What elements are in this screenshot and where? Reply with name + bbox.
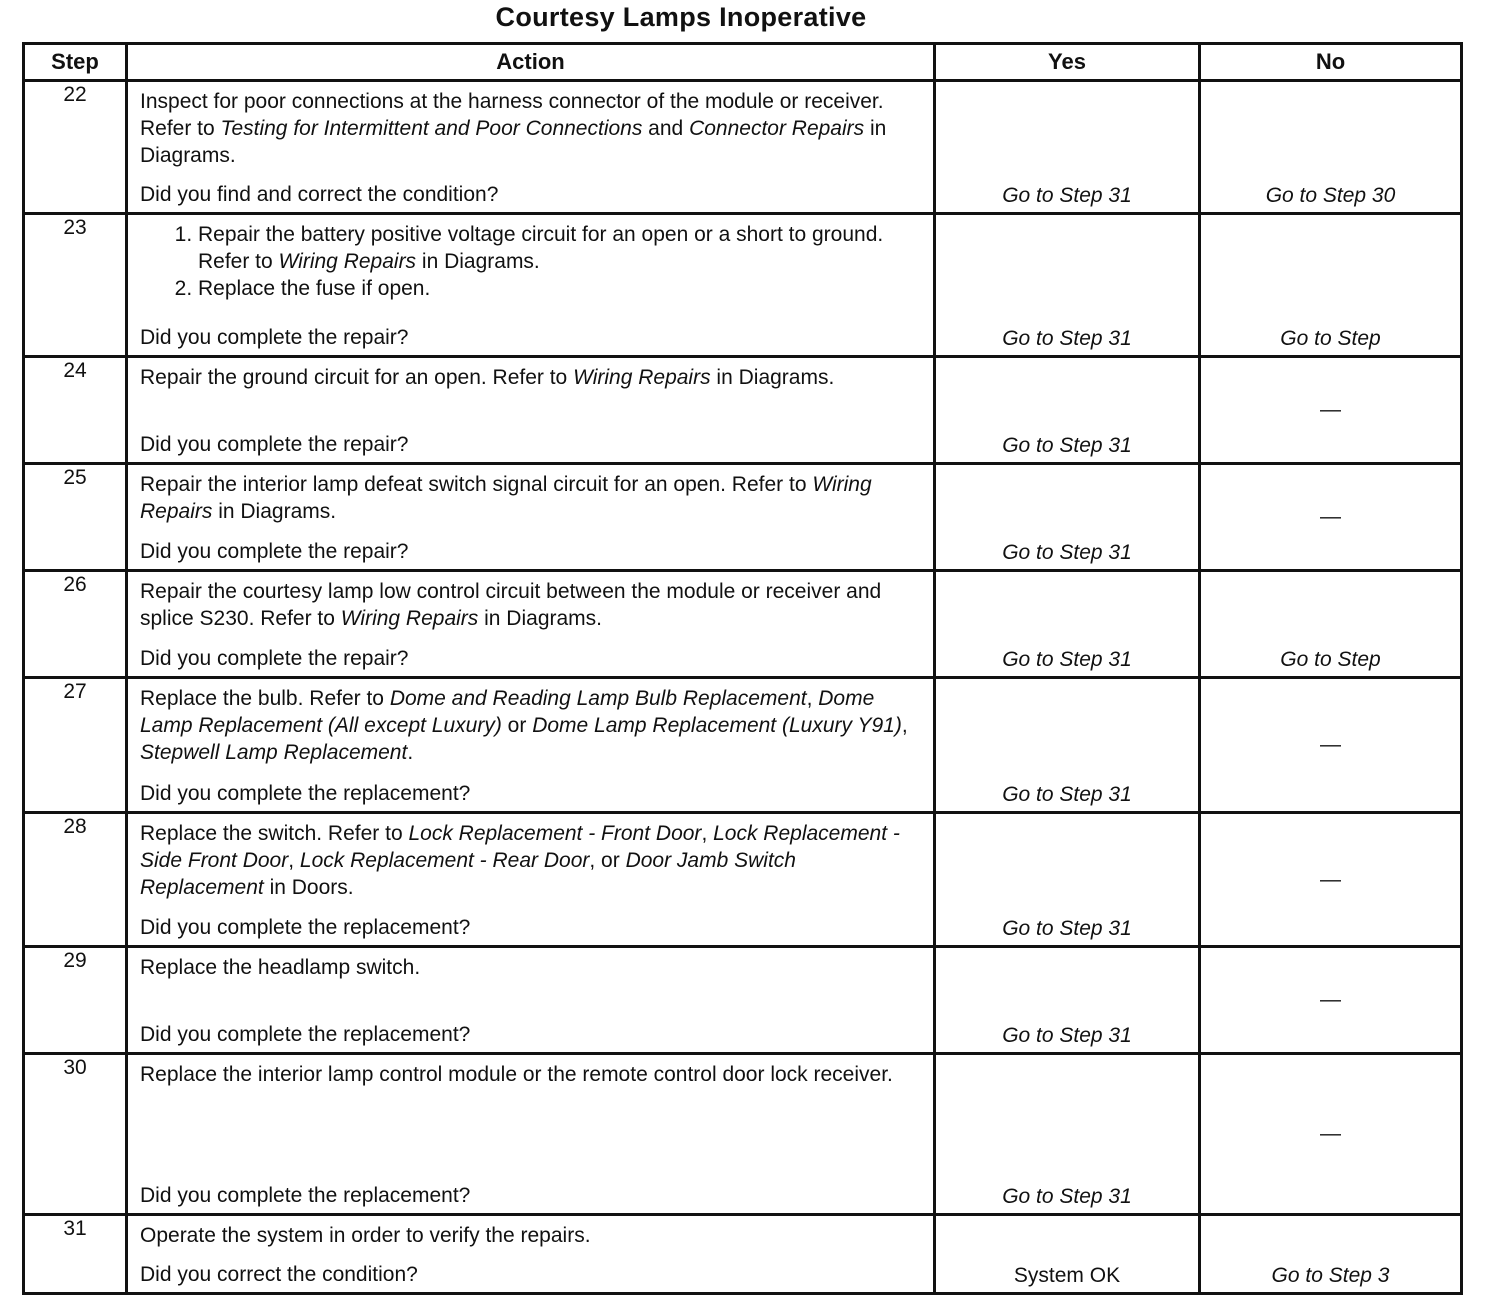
table-row	[24, 947, 1462, 1054]
action-cell	[127, 357, 935, 464]
reference-link-text: Dome and Reading Lamp Bulb Replacement	[389, 687, 807, 710]
action-text: Replace the headlamp switch.	[140, 956, 421, 979]
action-text: .	[407, 741, 414, 764]
yes-cell	[935, 1054, 1200, 1215]
header-no: No	[1200, 44, 1462, 81]
header-yes: Yes	[935, 44, 1200, 81]
reference-link-text: Lock Replacement - Side Front Door	[140, 822, 900, 872]
action-cell	[127, 947, 935, 1054]
no-result: Go to Step	[1280, 648, 1381, 671]
question-text: Did you complete the repair?	[140, 433, 409, 456]
table-row	[24, 214, 1462, 357]
action-text: ,	[701, 822, 714, 845]
question-text: Did you complete the replacement?	[140, 782, 471, 805]
action-text: in Diagrams.	[140, 117, 887, 167]
question-text: Did you complete the replacement?	[140, 916, 471, 939]
yes-result: System OK	[1013, 1264, 1121, 1287]
reference-link-text: Wiring Repairs	[278, 250, 417, 273]
step-number: 30	[24, 1054, 127, 1215]
action-text: Replace the fuse if open.	[198, 277, 431, 300]
no-result: Go to Step	[1280, 327, 1381, 350]
action-instructions	[140, 1222, 921, 1249]
question-text: Did you find and correct the condition?	[140, 183, 499, 206]
action-step-item	[198, 275, 921, 302]
yes-cell	[935, 571, 1200, 678]
yes-result: Go to Step 31	[1002, 917, 1132, 940]
action-text: Repair the ground circuit for an open. Refer to	[140, 366, 574, 389]
reference-link-text: Wiring Repairs	[573, 366, 711, 389]
action-text: Operate the system in order to verify the repairs.	[140, 1224, 591, 1247]
step-number: 23	[24, 214, 127, 357]
action-text: ,	[901, 714, 908, 737]
table-body	[24, 81, 1462, 1294]
no-cell	[1200, 947, 1462, 1054]
yes-cell	[935, 357, 1200, 464]
step-number: 31	[24, 1215, 127, 1294]
no-cell	[1200, 357, 1462, 464]
action-instructions	[140, 820, 921, 901]
no-result: Go to Step 3	[1271, 1264, 1390, 1287]
action-cell	[127, 81, 935, 214]
reference-link-text: Dome Lamp Replacement (All except Luxury)	[140, 687, 875, 737]
step-number: 29	[24, 947, 127, 1054]
table-row	[24, 678, 1462, 813]
yes-cell	[935, 813, 1200, 947]
no-result-dash: —	[1320, 988, 1341, 1011]
action-text: in Doors.	[263, 876, 354, 899]
action-instructions	[140, 88, 921, 169]
question-text: Did you complete the repair?	[140, 647, 409, 670]
no-cell	[1200, 678, 1462, 813]
table-row	[24, 81, 1462, 214]
step-number: 28	[24, 813, 127, 947]
reference-link-text: Stepwell Lamp Replacement	[140, 741, 408, 764]
reference-link-text: Wiring Repairs	[140, 473, 872, 523]
step-number: 24	[24, 357, 127, 464]
yes-result: Go to Step 31	[1002, 327, 1132, 350]
no-result-dash: —	[1320, 867, 1341, 891]
action-cell	[127, 464, 935, 571]
no-cell	[1200, 81, 1462, 214]
action-instructions	[140, 471, 921, 525]
yes-result: Go to Step 31	[1002, 184, 1132, 207]
action-text: in Diagrams.	[710, 366, 835, 389]
action-instructions	[140, 954, 921, 981]
action-steps-list	[140, 221, 921, 302]
table-header-row	[24, 44, 1462, 81]
action-text: Inspect for poor connections at the harness connector of the module or receiver. Refer to	[140, 90, 884, 140]
question-text: Did you complete the replacement?	[140, 1023, 471, 1046]
action-cell	[127, 214, 935, 357]
action-text: and	[642, 117, 690, 140]
no-result-dash: —	[1320, 398, 1341, 421]
action-text: Repair the interior lamp defeat switch signal circuit for an open. Refer to	[140, 473, 813, 496]
yes-cell	[935, 81, 1200, 214]
action-instructions	[140, 685, 921, 766]
step-number: 22	[24, 81, 127, 214]
yes-result: Go to Step 31	[1002, 1185, 1132, 1208]
action-text: , or	[589, 849, 626, 872]
step-number: 26	[24, 571, 127, 678]
no-cell	[1200, 571, 1462, 678]
action-cell	[127, 813, 935, 947]
action-text: Replace the interior lamp control module or the remote control door lock receiver.	[140, 1063, 893, 1086]
action-text: Replace the bulb. Refer to	[140, 687, 390, 710]
diagnostic-table	[22, 42, 1463, 1295]
action-text: ,	[288, 849, 300, 872]
reference-link-text: Wiring Repairs	[340, 607, 479, 630]
yes-result: Go to Step 31	[1002, 1024, 1132, 1047]
action-text: in Diagrams.	[212, 500, 337, 523]
yes-cell	[935, 947, 1200, 1054]
yes-cell	[935, 214, 1200, 357]
action-text: Replace the switch. Refer to	[140, 822, 409, 845]
question-text: Did you complete the replacement?	[140, 1184, 471, 1207]
action-text: in Diagrams.	[416, 250, 540, 273]
action-instructions	[140, 578, 921, 632]
question-text: Did you complete the repair?	[140, 326, 409, 349]
no-cell	[1200, 1054, 1462, 1215]
no-cell	[1200, 813, 1462, 947]
header-step: Step	[24, 44, 127, 81]
action-text: or	[501, 714, 533, 737]
action-text: ,	[806, 687, 819, 710]
action-instructions	[140, 364, 921, 391]
table-row	[24, 571, 1462, 678]
no-cell	[1200, 214, 1462, 357]
step-number: 27	[24, 678, 127, 813]
no-result: Go to Step 30	[1265, 184, 1396, 207]
action-cell	[127, 678, 935, 813]
reference-link-text: Connector Repairs	[689, 117, 865, 140]
table-row	[24, 357, 1462, 464]
yes-cell	[935, 464, 1200, 571]
yes-result: Go to Step 31	[1002, 648, 1132, 671]
action-cell	[127, 571, 935, 678]
step-number: 25	[24, 464, 127, 571]
table-row	[24, 813, 1462, 947]
action-step-item	[198, 221, 921, 275]
no-result-dash: —	[1320, 733, 1341, 756]
action-text: Repair the courtesy lamp low control circuit between the module or receiver and splice S230. Refer to	[140, 580, 882, 630]
action-text: Repair the battery positive voltage circuit for an open or a short to ground. Refer to	[198, 223, 884, 273]
table-row	[24, 464, 1462, 571]
question-text: Did you complete the repair?	[140, 540, 409, 563]
yes-result: Go to Step 31	[1002, 783, 1132, 806]
yes-result: Go to Step 31	[1002, 434, 1132, 457]
yes-cell	[935, 678, 1200, 813]
reference-link-text: Lock Replacement - Front Door	[408, 822, 702, 845]
reference-link-text: Door Jamb Switch Replacement	[140, 849, 796, 899]
action-instructions	[140, 221, 921, 302]
reference-link-text: Dome Lamp Replacement (Luxury Y91)	[532, 714, 902, 737]
no-result-dash: —	[1320, 1122, 1341, 1145]
header-action: Action	[127, 44, 935, 81]
action-cell	[127, 1054, 935, 1215]
no-result-dash: —	[1320, 505, 1341, 528]
question-text: Did you correct the condition?	[140, 1263, 418, 1286]
reference-link-text: Testing for Intermittent and Poor Connections	[220, 117, 643, 140]
table-row	[24, 1054, 1462, 1215]
reference-link-text: Lock Replacement - Rear Door	[299, 849, 590, 872]
action-text: in Diagrams.	[478, 607, 602, 630]
yes-result: Go to Step 31	[1002, 541, 1132, 564]
page-title: Courtesy Lamps Inoperative	[495, 2, 867, 32]
no-cell	[1200, 464, 1462, 571]
action-instructions	[140, 1061, 921, 1088]
